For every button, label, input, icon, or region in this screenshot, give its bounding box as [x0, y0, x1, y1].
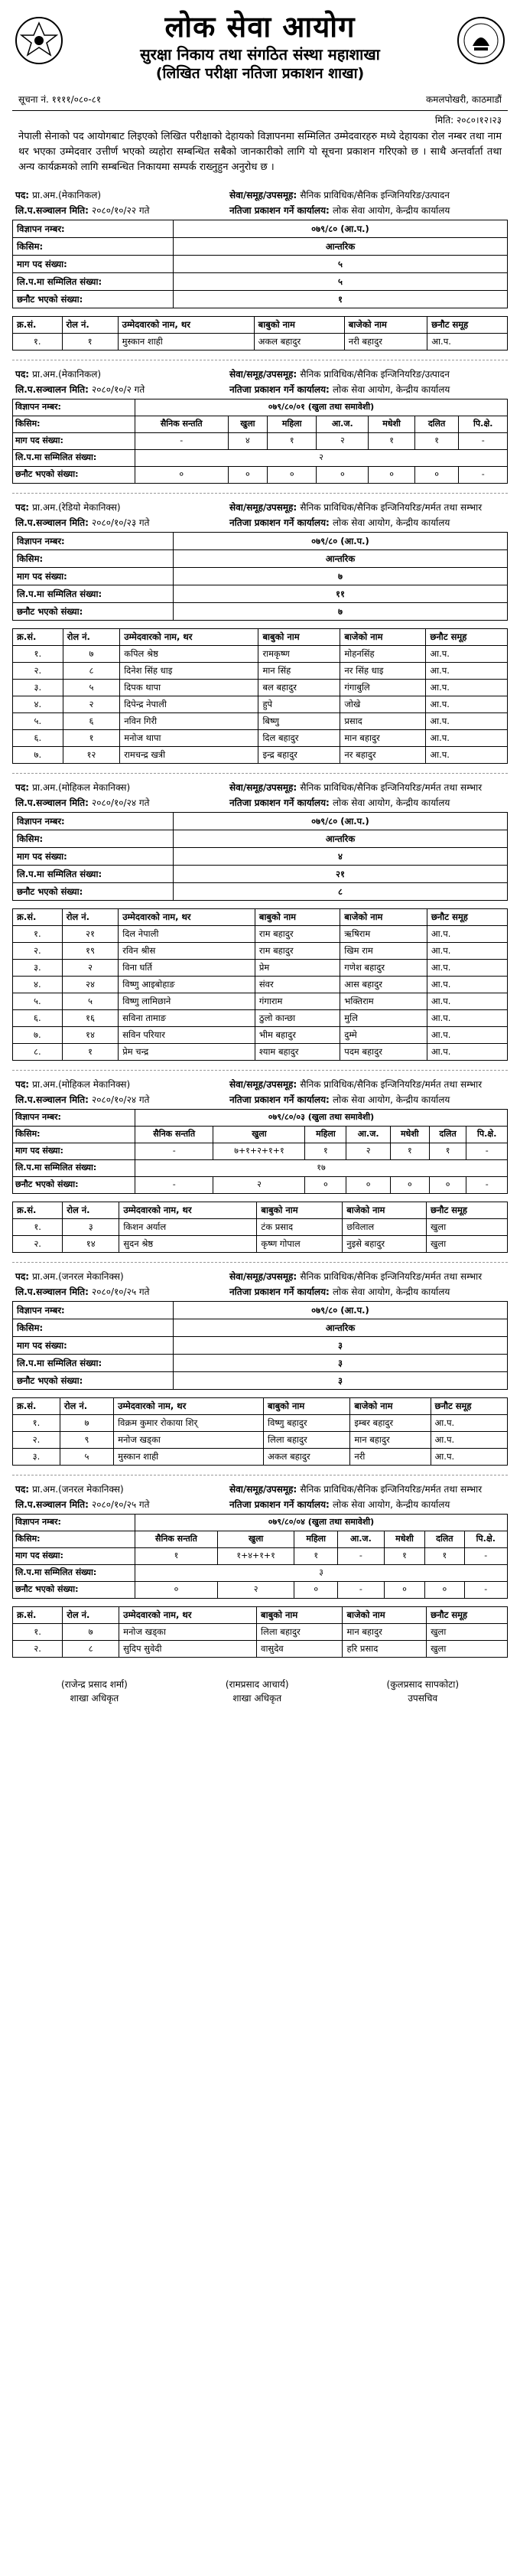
table-row: १. ७ कपिल श्रेष्ठ रामकृष्ण मोहनसिंह आ.प. — [13, 646, 508, 663]
section-divider — [12, 493, 508, 494]
table-row: १. २१ दिल नेपाली राम बहादुर ऋषिराम आ.प. — [13, 926, 508, 943]
signature-1: (राजेन्द्र प्रसाद शर्मा) शाखा अधिकृत — [60, 1679, 128, 1704]
candidates-table: क्र.सं. रोल नं. उम्मेदवारको नाम, थर बाबुको नाम बाजेको नाम छनौट समूह १. ३ किशन अर्याल टंक प्रसाद छविलाल खुला २. १४ सुदन श्रेष्ठ कृष्ण गोपाल नुइसे बहादुर खुला — [12, 1202, 508, 1253]
advertisement-table: विज्ञापन नम्बर: ०७९/८० (आ.प.) किसिम: आन्तरिक माग पद संख्या: ५ लि.प.मा सम्मिलित संख्या: ५ छनौट भएको संख्या: १ — [12, 220, 508, 308]
post-name: पद: प्रा.अम.(मोहिकल मेकानिक्स) — [15, 1079, 131, 1091]
org-name: लोक सेवा आयोग — [164, 10, 356, 44]
table-row: ३. २ विना घर्ति प्रेम गणेश बहादुर आ.प. — [13, 960, 508, 977]
candidates-table: क्र.सं. रोल नं. उम्मेदवारको नाम, थर बाबुको नाम बाजेको नाम छनौट समूह १. ७ मनोज खड्का लिला बहादुर मान बहादुर खुला २. ८ सुदिप सुवेदी वासुदेव हरि प्रसाद खुला — [12, 1606, 508, 1658]
service-group: सेवा/समूह/उपसमूह: सैनिक प्राविधिक/सैनिक इन्जिनियरिङ/उत्पादन — [229, 369, 450, 380]
section-divider — [12, 1262, 508, 1263]
signature-2: (रामप्रसाद आचार्य) शाखा अधिकृत — [225, 1679, 289, 1704]
exam-date: लि.प.सञ्चालन मिति: २०८०/१०/२५ गते — [15, 1286, 150, 1298]
exam-date: लि.प.सञ्चालन मिति: २०८०/१०/२३ गते — [15, 517, 150, 529]
table-row: ८. १ प्रेम चन्द्र श्याम बहादुर पदम बहादुर आ.प. — [13, 1044, 508, 1061]
notice-date: मिति: २०८०।१२।२३ — [434, 115, 502, 126]
table-row: ७. १२ रामचन्द्र खत्री इन्द्र बहादुर नर बहादुर आ.प. — [13, 747, 508, 764]
table-row: ५. ५ विष्णु लामिछाने गंगाराम भक्तिराम आ.प. — [13, 993, 508, 1010]
intro-text: नेपाली सेनाको पद आयोगबाट लिइएको लिखित परीक्षाको देहायको विज्ञापनमा सम्मिलित उम्मेदवारहरु मध्ये देहायका रोल नम्बर तथा नाम थर भएका उम्मेदवार उत्तीर्ण भएको व्यहोरा सम्बन्धित सबैको जानकारीको लागि यो सूचना प्रकाशन गरिएको छ । साथै अन्तर्वार्ता तथा अन्य कार्यक्रमको लागि सम्बन्धित निकायमा सम्पर्क राख्नुहुन अनुरोध छ । — [18, 131, 502, 174]
nepal-emblem-icon — [12, 14, 66, 67]
table-row: २. ९ मनोज खड्का लिला बहादुर मान बहादुर आ.प. — [13, 1432, 508, 1449]
table-row: १. ७ विक्रम कुमार रोकाया शिर् विष्णु बहादुर इम्बर बहादुर आ.प. — [13, 1415, 508, 1432]
post-name: पद: प्रा.अम.(रेडियो मेकानिक्स) — [15, 502, 121, 514]
service-group: सेवा/समूह/उपसमूह: सैनिक प्राविधिक/सैनिक इन्जिनियरिङ/मर्मत तथा सम्भार — [229, 1484, 483, 1495]
publish-office: नतिजा प्रकाशन गर्ने कार्यालय: लोक सेवा आयोग, केन्द्रीय कार्यालय — [229, 797, 450, 809]
advertisement-table: विज्ञापन नम्बर: ०७९/८० (आ.प.) किसिम: आन्तरिक माग पद संख्या: ४ लि.प.मा सम्मिलित संख्या: २१ छनौट भएको संख्या: ८ — [12, 812, 508, 901]
table-row: ६. १ मनोज थापा दिल बहादुर मान बहादुर आ.प. — [13, 730, 508, 747]
service-group: सेवा/समूह/उपसमूह: सैनिक प्राविधिक/सैनिक इन्जिनियरिङ/उत्पादन — [229, 190, 450, 201]
signatures — [12, 1678, 508, 1705]
candidates-table: क्र.सं. रोल नं. उम्मेदवारको नाम, थर बाबुको नाम बाजेको नाम छनौट समूह १. ७ कपिल श्रेष्ठ रामकृष्ण मोहनसिंह आ.प. २. ८ दिनेश सिंह धाइ मान सिंह नर सिंह धाइ आ.प. ३. ५ दिपक थापा बल बहादुर गंगाबुलि आ.प. ४. २ दिपेन्द्र नेपाली हुपे जोखे आ.प. ५. ६ नविन गिरी बिष्णु प्रसाद आ.प. ६. १ मनोज थापा दिल बहादुर मान बहादुर आ.प. ७. १२ रामचन्द्र खत्री इन्द्र बहादुर नर बहादुर आ.प. — [12, 628, 508, 764]
table-row: १. ३ किशन अर्याल टंक प्रसाद छविलाल खुला — [13, 1219, 508, 1236]
result-section — [12, 1070, 508, 1253]
divider — [12, 110, 508, 111]
exam-date: लि.प.सञ्चालन मिति: २०८०/१०/२५ गते — [15, 1499, 150, 1511]
table-row: ४. २ दिपेन्द्र नेपाली हुपे जोखे आ.प. — [13, 696, 508, 713]
psc-seal-icon — [454, 14, 508, 67]
result-section — [12, 360, 508, 484]
section-meta — [12, 1480, 508, 1514]
table-row: ५. ६ नविन गिरी बिष्णु प्रसाद आ.प. — [13, 713, 508, 730]
exam-date: लि.प.सञ्चालन मिति: २०८०/१०/२ गते — [15, 384, 145, 396]
service-group: सेवा/समूह/उपसमूह: सैनिक प्राविधिक/सैनिक इन्जिनियरिङ/मर्मत तथा सम्भार — [229, 1271, 483, 1283]
publish-office: नतिजा प्रकाशन गर्ने कार्यालय: लोक सेवा आयोग, केन्द्रीय कार्यालय — [229, 205, 450, 217]
section-meta — [12, 778, 508, 812]
publish-office: नतिजा प्रकाशन गर्ने कार्यालय: लोक सेवा आयोग, केन्द्रीय कार्यालय — [229, 384, 450, 396]
post-name: पद: प्रा.अम.(मोहिकल मेकानिक्स) — [15, 782, 131, 794]
publish-office: नतिजा प्रकाशन गर्ने कार्यालय: लोक सेवा आयोग, केन्द्रीय कार्यालय — [229, 1094, 450, 1106]
service-group: सेवा/समूह/उपसमूह: सैनिक प्राविधिक/सैनिक इन्जिनियरिङ/मर्मत तथा सम्भार — [229, 502, 483, 514]
section-meta — [12, 1075, 508, 1109]
table-row: ६. १६ सविना तामाङ ठुलो कान्छा मुलि आ.प. — [13, 1010, 508, 1027]
publish-office: नतिजा प्रकाशन गर्ने कार्यालय: लोक सेवा आयोग, केन्द्रीय कार्यालय — [229, 517, 450, 529]
advertisement-table: विज्ञापन नम्बर: ०७९/८० (आ.प.) किसिम: आन्तरिक माग पद संख्या: ७ लि.प.मा सम्मिलित संख्या: ११ छनौट भएको संख्या: ७ — [12, 532, 508, 621]
section-meta — [12, 498, 508, 532]
exam-date: लि.प.सञ्चालन मिति: २०८०/१०/२४ गते — [15, 797, 150, 809]
table-row: १. १ मुस्कान शाही अकल बहादुर नरी बहादुर आ.प. — [13, 334, 508, 351]
table-row: २. ८ सुदिप सुवेदी वासुदेव हरि प्रसाद खुला — [13, 1641, 508, 1658]
result-section — [12, 1475, 508, 1658]
notice-meta — [12, 90, 508, 109]
advertisement-table: विज्ञापन नम्बर: ०७९/८०/०४ (खुला तथा समावेशी) किसिम: सैनिक सन्तति खुला महिला आ.ज. मधेशी दलित पि.क्षे. माग पद संख्या: १ १+४+१+१ १ - १ १ - लि.प.मा सम्मिलित संख्या: ३ छनौट भएको संख्या: ० २ ० - ० ० - — [12, 1514, 508, 1599]
publish-office: नतिजा प्रकाशन गर्ने कार्यालय: लोक सेवा आयोग, केन्द्रीय कार्यालय — [229, 1286, 450, 1298]
candidates-table: क्र.सं. रोल नं. उम्मेदवारको नाम, थर बाबुको नाम बाजेको नाम छनौट समूह १. ७ विक्रम कुमार रोकाया शिर् विष्णु बहादुर इम्बर बहादुर आ.प. २. ९ मनोज खड्का लिला बहादुर मान बहादुर आ.प. ३. ५ मुस्कान शाही अकल बहादुर नरी आ.प. — [12, 1397, 508, 1466]
section-name: (लिखित परीक्षा नतिजा प्रकाशन शाखा) — [155, 65, 365, 82]
table-row: १. ७ मनोज खड्का लिला बहादुर मान बहादुर खुला — [13, 1624, 508, 1641]
post-name: पद: प्रा.अम.(जनरल मेकानिक्स) — [15, 1271, 124, 1283]
table-row: ३. ५ दिपक थापा बल बहादुर गंगाबुलि आ.प. — [13, 680, 508, 696]
result-section — [12, 493, 508, 764]
result-section — [12, 186, 508, 351]
table-row: २. ८ दिनेश सिंह धाइ मान सिंह नर सिंह धाइ आ.प. — [13, 663, 508, 680]
publish-office: नतिजा प्रकाशन गर्ने कार्यालय: लोक सेवा आयोग, केन्द्रीय कार्यालय — [229, 1499, 450, 1511]
exam-date: लि.प.सञ्चालन मिति: २०८०/१०/२४ गते — [15, 1094, 150, 1106]
service-group: सेवा/समूह/उपसमूह: सैनिक प्राविधिक/सैनिक इन्जिनियरिङ/मर्मत तथा सम्भार — [229, 782, 483, 794]
table-row: ३. ५ मुस्कान शाही अकल बहादुर नरी आ.प. — [13, 1449, 508, 1466]
section-divider — [12, 773, 508, 774]
candidates-table: क्र.सं. रोल नं. उम्मेदवारको नाम, थर बाबुको नाम बाजेको नाम छनौट समूह १. २१ दिल नेपाली राम बहादुर ऋषिराम आ.प. २. १९ रविन श्रीस राम बहादुर खिम राम आ.प. ३. २ विना घर्ति प्रेम गणेश बहादुर आ.प. ४. २४ विष्णु आइबोहाङ संवर आस बहादुर आ.प. ५. ५ विष्णु लामिछाने गंगाराम भक्तिराम आ.प. ६. १६ सविना तामाङ ठुलो कान्छा मुलि आ.प. ७. १४ सविन परियार भीम बहादुर दुम्मे आ.प. ८. १ प्रेम चन्द्र श्याम बहादुर पदम बहादुर आ.प. — [12, 908, 508, 1061]
post-name: पद: प्रा.अम.(जनरल मेकानिक्स) — [15, 1484, 124, 1495]
table-row: २. १९ रविन श्रीस राम बहादुर खिम राम आ.प. — [13, 943, 508, 960]
advertisement-table: विज्ञापन नम्बर: ०७९/८०/०१ (खुला तथा समावेशी) किसिम: सैनिक सन्तति खुला महिला आ.ज. मधेशी दलित पि.क्षे. माग पद संख्या: - ४ १ २ १ १ - लि.प.मा सम्मिलित संख्या: २ छनौट भएको संख्या: ० ० ० ० ० ० - — [12, 399, 508, 484]
notice-number: सूचना नं. ११११/०८०-८१ — [18, 94, 102, 105]
result-section — [12, 1262, 508, 1466]
division-name: सुरक्षा निकाय तथा संगठित संस्था महाशाखा — [140, 45, 380, 64]
table-row: ७. १४ सविन परियार भीम बहादुर दुम्मे आ.प. — [13, 1027, 508, 1044]
section-meta — [12, 186, 508, 220]
office-location: कमलपोखरी, काठमाडौं — [425, 94, 502, 105]
section-divider — [12, 1070, 508, 1071]
table-row: ४. २४ विष्णु आइबोहाङ संवर आस बहादुर आ.प. — [13, 977, 508, 993]
header-center — [66, 9, 454, 83]
service-group: सेवा/समूह/उपसमूह: सैनिक प्राविधिक/सैनिक इन्जिनियरिङ/मर्मत तथा सम्भार — [229, 1079, 483, 1091]
section-meta — [12, 365, 508, 399]
advertisement-table: विज्ञापन नम्बर: ०७९/८० (आ.प.) किसिम: आन्तरिक माग पद संख्या: ३ लि.प.मा सम्मिलित संख्या: ३ छनौट भएको संख्या: ३ — [12, 1301, 508, 1390]
signature-3: (कुलप्रसाद सापकोटा) उपसचिव — [386, 1679, 459, 1704]
results-sections — [12, 186, 508, 1658]
result-section — [12, 773, 508, 1061]
post-name: पद: प्रा.अम.(मेकानिकल) — [15, 369, 102, 380]
exam-date: लि.प.सञ्चालन मिति: २०८०/१०/२२ गते — [15, 205, 150, 217]
candidates-table: क्र.सं. रोल नं. उम्मेदवारको नाम, थर बाबुको नाम बाजेको नाम छनौट समूह १. १ मुस्कान शाही अकल बहादुर नरी बहादुर आ.प. — [12, 316, 508, 351]
header — [12, 6, 508, 90]
post-name: पद: प्रा.अम.(मेकानिकल) — [15, 190, 102, 201]
advertisement-table: विज्ञापन नम्बर: ०७९/८०/०३ (खुला तथा समावेशी) किसिम: सैनिक सन्तति खुला महिला आ.ज. मधेशी दलित पि.क्षे. माग पद संख्या: - ७+१+२+१+१ १ २ १ १ - लि.प.मा सम्मिलित संख्या: १७ छनौट भएको संख्या: - २ ० ० ० ० - — [12, 1109, 508, 1194]
table-row: २. १४ सुदन श्रेष्ठ कृष्ण गोपाल नुइसे बहादुर खुला — [13, 1236, 508, 1253]
section-meta — [12, 1267, 508, 1301]
